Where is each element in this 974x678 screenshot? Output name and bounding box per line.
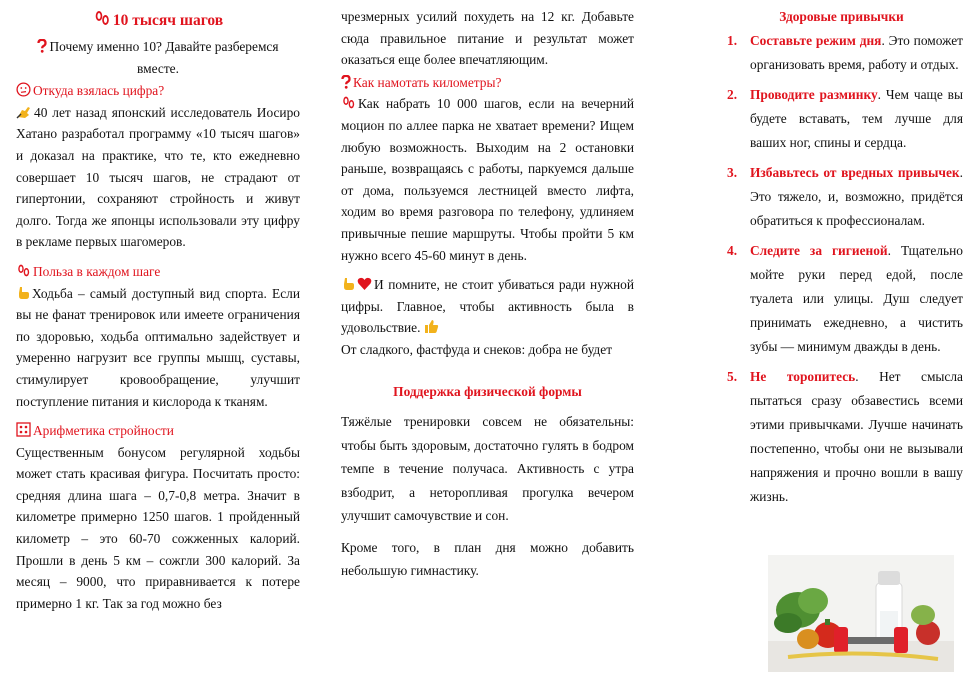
abacus-icon: [16, 422, 31, 437]
footprints-icon: [341, 95, 356, 110]
pointing-hand-icon: [16, 286, 30, 300]
section-text: Тяжёлые тренировки совсем не обязательны: чтобы быть здоровым, достаточно гулять в бодром темпе в течение получаса. Активность с утра взбодрит, а неторопливая прогулка вечером улучшит самочувствие и сон.: [341, 414, 634, 524]
section-text: Существенным бонусом регулярной ходьбы может стать красивая фигура. Посчитать просто: средняя длина шага – 0,7-0,8 метра. Значит в километре примерно 1250 шагов. 1 пройденный километр – это 60-70 сожженных калорий. Прошли в день 5 км – сожгли 300 калорий. За месяц – 9000, что приравнивается к потере примерно 1 кг. Так за год можно без: [16, 444, 300, 611]
healthy-lifestyle-photo: [768, 555, 954, 672]
list-item: 4. Следите за гигиеной. Тщательно мойте руки перед едой, после туалета или улицы. Душ следует принимать ежедневно, а чистить зубы — минимум дважды в день.: [727, 242, 963, 354]
question-mark-icon: [37, 39, 47, 53]
heart-icon: [357, 277, 372, 291]
section-text: 40 лет назад японский исследователь Иосиро Хатано разработал программу «10 тысяч шагов» и доказал на практике, что те, кто ежедневно совершает 10 тысяч шагов, не страдают от гипертонии, сохраняют стройность и живут долго. Тогда же японцы использовали эту цифру в рекламе первых шагомеров.: [16, 104, 300, 250]
list-item: 2. Проводите разминку. Чем чаще вы будете вставать, тем лучше для ваших ног, спины и сердца.: [727, 86, 964, 150]
pointing-hand-icon: [341, 277, 355, 291]
section-text: Ходьба – самый доступный вид спорта. Если вы не фанат тренировок или имеете ограничения по здоровью, ходьба оптимально задействует и умеренно нагрузит все группы мышц, суставы, стимулирует кровообращение, улучшит поступление питания и кислорода к тканям.: [16, 285, 300, 409]
list-item: 3. Избавьтесь от вредных привычек. Это тяжело, и, возможно, придётся обратиться к профессионалам.: [727, 164, 963, 228]
tip-text: И помните, не стоит убиваться ради нужной цифры. Главное, чтобы активность была в удовольствие.: [341, 277, 634, 336]
column-left: [16, 6, 300, 614]
list-item: 5. Не торопитесь. Нет смысла пытаться сразу обзавестись всеми этими привычками. Лучше начинать постепенно, чтобы они не вызывали напряжения и прочно вошли в вашу жизнь.: [727, 368, 963, 504]
section-heading: Откуда взялась цифра?: [16, 80, 300, 102]
column-middle: [341, 6, 634, 583]
section-heading-bold: Поддержка физической формы: [393, 383, 582, 399]
question-mark-icon: [341, 75, 351, 89]
list-item: 1. Составьте режим дня. Это поможет организовать время, работу и отдых.: [727, 32, 963, 72]
title-text: 10 тысяч шагов: [112, 12, 224, 29]
section-heading: Как намотать километры?: [341, 72, 634, 94]
habits-list: [720, 29, 963, 509]
closing-line: От сладкого, фастфуда и снеков: добра не будет: [341, 341, 613, 357]
section-text-continued: чрезмерных усилий похудеть на 12 кг. Добавьте сюда правильное питание и результат может оказаться еще более впечатляющим.: [341, 9, 634, 68]
footprints-icon: [16, 263, 31, 278]
healthy-lifestyle-illustration: [768, 555, 954, 672]
section-text: Как набрать 10 000 шагов, если на вечерний моцион по аллее парка не хватает времени? Ищем любую возможность. Выходим на 2 остановки раньше, возвращаясь с работы, паркуемся дальше от дома, пользуемся лестницей вместо лифта, ходим во время разговора по телефону, удлиняем привычные пешие маршруты. Чтобы пройти 5 км нужно всего 45-60 минут в день.: [341, 96, 634, 263]
section-heading: Польза в каждом шаге: [16, 261, 300, 283]
section-text: Кроме того, в план дня можно добавить небольшую гимнастику.: [341, 539, 634, 579]
column-right: [720, 6, 963, 515]
section-heading: Арифметика стройности: [16, 420, 300, 442]
intro-text: Почему именно 10? Давайте разберемся вместе.: [16, 36, 300, 79]
thumbs-up-icon: [424, 319, 439, 334]
brochure-title: [16, 6, 300, 36]
habits-heading: Здоровые привычки: [779, 9, 904, 24]
writing-hand-icon: [16, 105, 32, 119]
thinking-face-icon: [16, 82, 31, 97]
footprints-icon: [93, 9, 111, 27]
